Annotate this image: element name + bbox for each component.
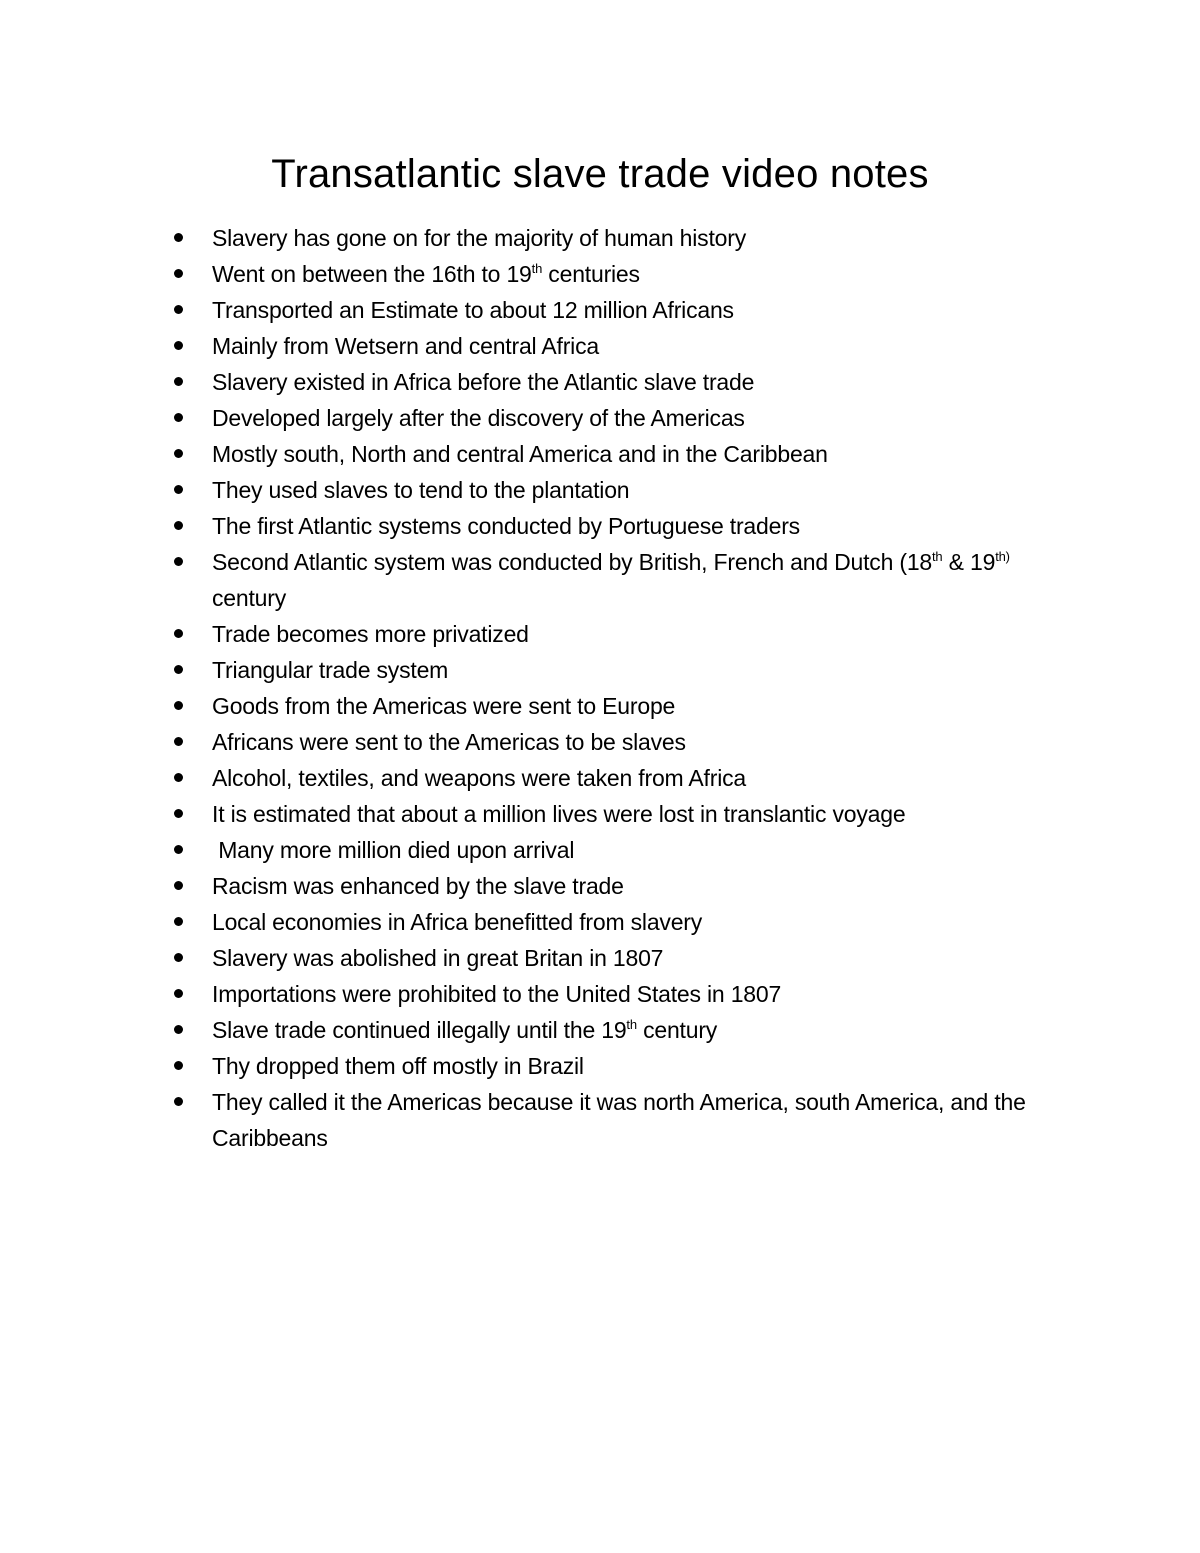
superscript: th [531, 261, 543, 276]
list-item [0, 328, 1200, 364]
list-item-text: Many more million died upon arrival [212, 837, 575, 863]
list-item-text: Mostly south, North and central America and in the Caribbean [212, 441, 828, 467]
list-item-text: Slavery was abolished in great Britan in 1807 [212, 945, 664, 971]
list-item-text: Local economies in Africa benefitted from slavery [212, 909, 703, 935]
list-item [0, 868, 1200, 904]
list-item-text: & 19 [942, 549, 996, 575]
superscript: th [932, 549, 943, 564]
list-item-text: They used slaves to tend to the plantation [212, 477, 630, 503]
bullet-icon [174, 773, 183, 782]
list-item [0, 904, 1200, 940]
list-item-text: Developed largely after the discovery of the Americas [212, 405, 745, 431]
list-item [0, 832, 1200, 868]
list-item [0, 760, 1200, 796]
bullet-icon [174, 233, 183, 242]
list-item [0, 220, 1200, 256]
bullet-icon [174, 521, 183, 530]
list-item-text: Went on between the 16th to 19 [212, 261, 532, 287]
notes-list [0, 220, 1200, 1156]
document-title: Transatlantic slave trade video notes [271, 152, 929, 196]
list-item-text: Importations were prohibited to the United States in 1807 [212, 981, 782, 1007]
bullet-icon [174, 269, 183, 278]
list-item [0, 472, 1200, 508]
list-item [0, 616, 1200, 652]
list-item-text: Mainly from Wetsern and central Africa [212, 333, 599, 359]
list-item [0, 976, 1200, 1012]
list-item-text: The first Atlantic systems conducted by Portuguese traders [212, 513, 800, 539]
bullet-icon [174, 989, 183, 998]
list-item [0, 544, 1200, 616]
bullet-icon [174, 1061, 183, 1070]
bullet-icon [174, 737, 183, 746]
bullet-icon [174, 1097, 183, 1106]
bullet-icon [174, 701, 183, 710]
list-item-text: century [636, 1017, 718, 1043]
list-item-text: Slave trade continued illegally until the 19 [212, 1017, 627, 1043]
list-item-text: Goods from the Americas were sent to Europe [212, 693, 676, 719]
list-item-text: Thy dropped them off mostly in Brazil [212, 1053, 584, 1079]
list-item [0, 1012, 1200, 1048]
list-item-text: Africans were sent to the Americas to be slaves [212, 729, 686, 755]
list-item [0, 796, 1200, 832]
bullet-icon [174, 629, 183, 638]
bullet-icon [174, 881, 183, 890]
list-item-text: They called it the Americas because it was north America, south America, and the Caribbeans [212, 1089, 1026, 1151]
list-item [0, 652, 1200, 688]
bullet-icon [174, 1025, 183, 1034]
list-item-text: Slavery has gone on for the majority of human history [212, 225, 747, 251]
list-item-text: Slavery existed in Africa before the Atlantic slave trade [212, 369, 755, 395]
bullet-icon [174, 665, 183, 674]
list-item [0, 940, 1200, 976]
list-item [0, 400, 1200, 436]
list-item [0, 508, 1200, 544]
list-item [0, 724, 1200, 760]
bullet-icon [174, 953, 183, 962]
bullet-icon [174, 845, 183, 854]
list-item-text: century [212, 585, 287, 611]
bullet-icon [174, 377, 183, 386]
list-item-text: It is estimated that about a million lives were lost in translantic voyage [212, 801, 906, 827]
bullet-icon [174, 917, 183, 926]
list-item-text: Alcohol, textiles, and weapons were taken from Africa [212, 765, 747, 791]
bullet-icon [174, 413, 183, 422]
list-item [0, 256, 1200, 292]
bullet-icon [174, 485, 183, 494]
bullet-icon [174, 449, 183, 458]
list-item [0, 1084, 1200, 1156]
bullet-icon [174, 305, 183, 314]
list-item [0, 364, 1200, 400]
list-item-text: centuries [542, 261, 640, 287]
list-item-text: Second Atlantic system was conducted by British, French and Dutch (18 [212, 549, 933, 575]
bullet-icon [174, 341, 183, 350]
list-item [0, 436, 1200, 472]
list-item-text: Trade becomes more privatized [212, 621, 529, 647]
bullet-icon [174, 557, 183, 566]
list-item-text: Transported an Estimate to about 12 million Africans [212, 297, 734, 323]
bullet-icon [174, 809, 183, 818]
list-item-text: Racism was enhanced by the slave trade [212, 873, 624, 899]
list-item [0, 292, 1200, 328]
list-item-text: Triangular trade system [212, 657, 449, 683]
list-item [0, 1048, 1200, 1084]
list-item [0, 688, 1200, 724]
superscript: th) [995, 549, 1010, 564]
superscript: th [626, 1017, 637, 1032]
